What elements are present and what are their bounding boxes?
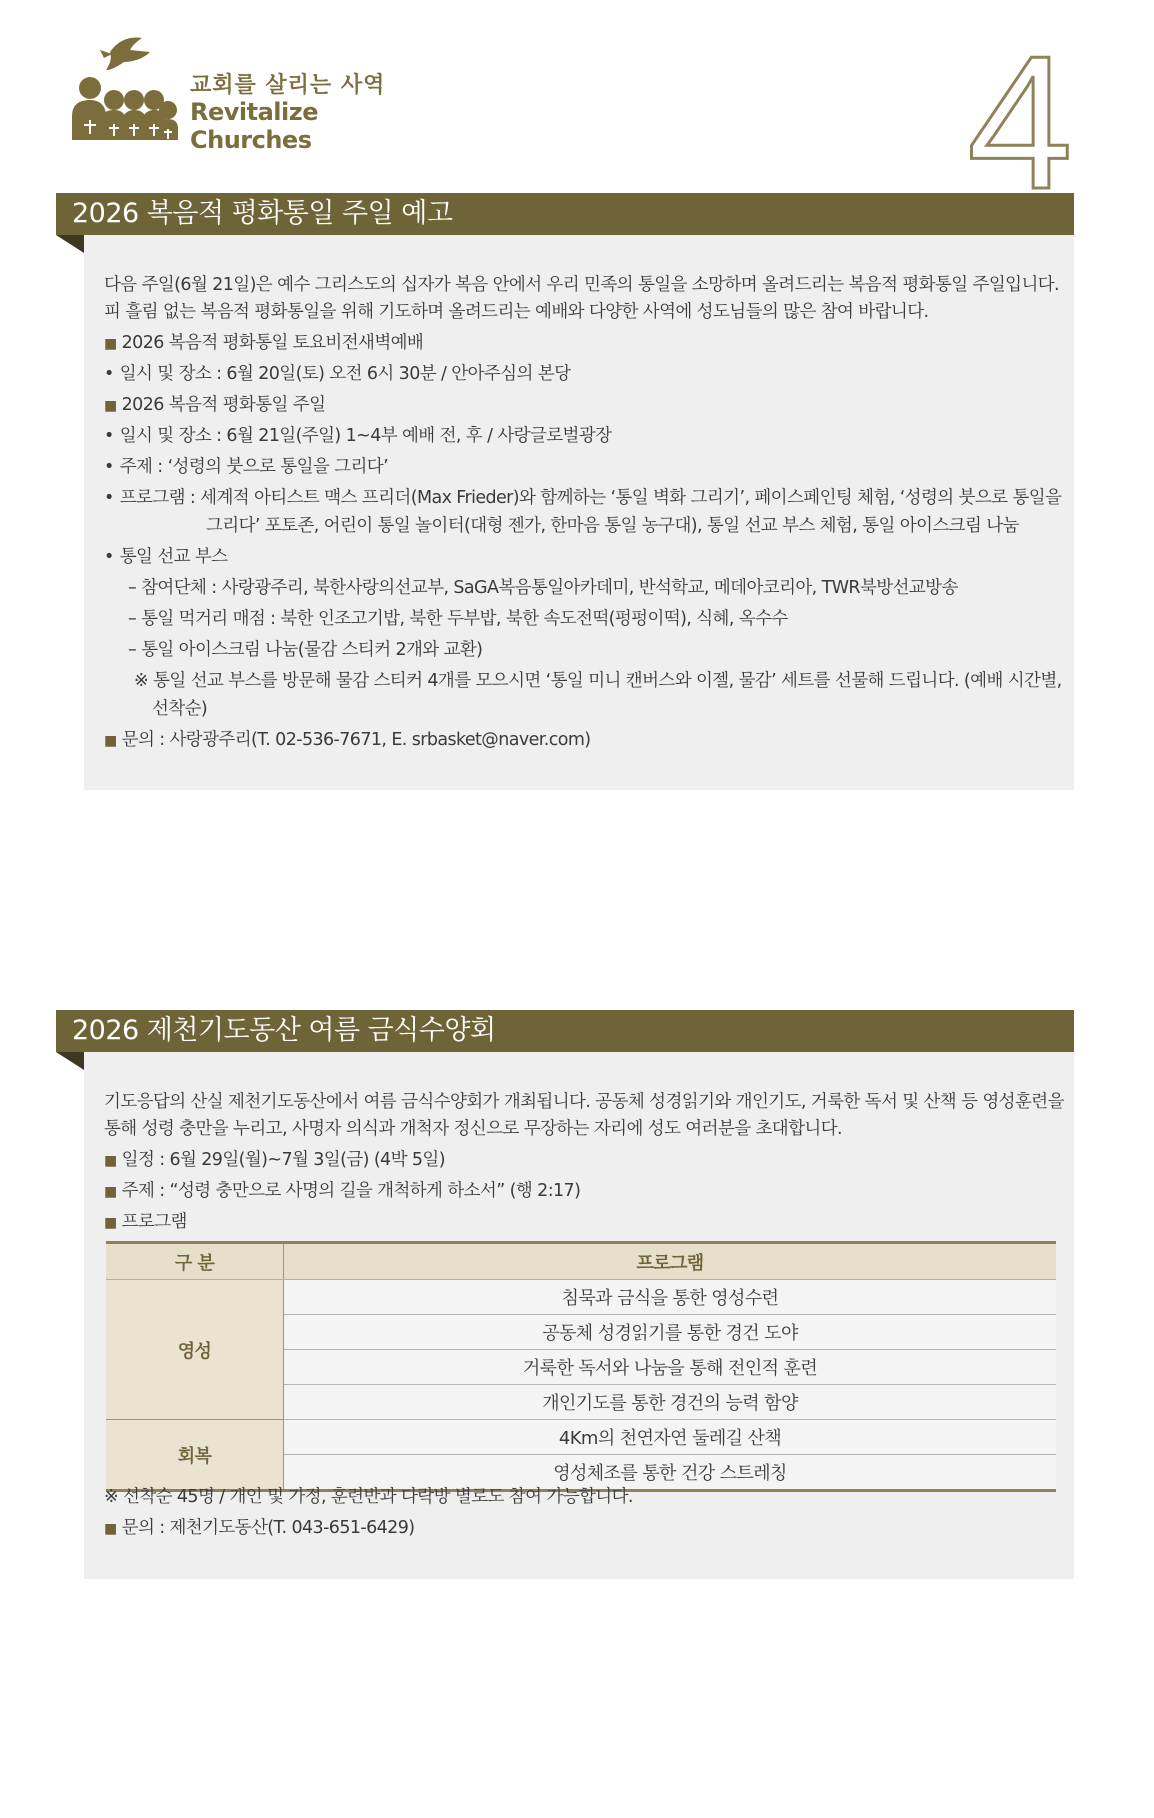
list-item: ■ 일정 : 6월 29일(월)~7월 3일(금) (4박 5일) <box>104 1150 445 1170</box>
square-bullet-icon: ■ <box>104 1184 117 1200</box>
table-header-row <box>106 1243 1056 1280</box>
list-item: • 통일 선교 부스 <box>104 547 228 567</box>
title-fold-decor <box>56 1052 84 1070</box>
list-item: • 일시 및 장소 : 6월 20일(토) 오전 6시 30분 / 안아주심의 본당 <box>104 364 571 384</box>
dot-bullet-icon: • <box>104 457 114 477</box>
sub-list-item: – 참여단체 : 사랑광주리, 북한사랑의선교부, SaGA복음통일아카데미, 반석학교, 메데아코리아, TWR북방선교방송 <box>128 578 958 598</box>
brand-title-en: Revitalize Churches <box>190 98 318 154</box>
contact-item: ■ 문의 : 제천기도동산(T. 043-651-6429) <box>104 1518 415 1538</box>
page-number-text: 4 <box>967 45 1073 193</box>
section2-intro: 통해 성령 충만을 누리고, 사명자 의식과 개척자 정신으로 무장하는 자리에 성도 여러분을 초대합니다. <box>104 1119 842 1139</box>
note-item: ※ 선착순 45명 / 개인 및 가정, 훈련반과 다락방 별로도 참여 가능합니다. <box>104 1487 633 1507</box>
list-item: • 프로그램 : 세계적 아티스트 맥스 프리더(Max Frieder)와 함께하는 ‘통일 벽화 그리기’, 페이스페인팅 체험, ‘성령의 붓으로 통일을 <box>104 488 1062 508</box>
dot-bullet-icon: • <box>104 364 114 384</box>
table-cell: 개인기도를 통한 경건의 능력 함양 <box>284 1385 1057 1420</box>
brand-header <box>70 30 430 154</box>
table-cell: 4Km의 천연자연 둘레길 산책 <box>284 1420 1057 1455</box>
contact-item: ■ 문의 : 사랑광주리(T. 02-536-7671, E. srbasket@naver.com) <box>104 730 591 750</box>
sub-list-item: – 통일 먹거리 매점 : 북한 인조고기밥, 북한 두부밥, 북한 속도전떡(펑펑이떡), 식혜, 옥수수 <box>128 609 788 629</box>
table-cell: 침묵과 금식을 통한 영성수련 <box>284 1280 1057 1315</box>
table-row <box>106 1280 1056 1315</box>
title-fold-decor <box>56 235 84 253</box>
list-item: ■ 프로그램 <box>104 1212 187 1232</box>
table-cell: 공동체 성경읽기를 통한 경건 도야 <box>284 1315 1057 1350</box>
table-category-cell: 회복 <box>106 1420 284 1491</box>
dot-bullet-icon: • <box>104 426 114 446</box>
church-people-dove-icon <box>70 30 185 140</box>
list-item: ■ 주제 : “성령 충만으로 사명의 길을 개척하게 하소서” (행 2:17) <box>104 1181 581 1201</box>
sub-list-item: – 통일 아이스크림 나눔(물감 스티커 2개와 교환) <box>128 640 483 660</box>
square-bullet-icon: ■ <box>104 1521 117 1537</box>
program-table <box>106 1241 1056 1492</box>
section2-intro: 기도응답의 산실 제천기도동산에서 여름 금식수양회가 개최됩니다. 공동체 성경읽기와 개인기도, 거룩한 독서 및 산책 등 영성훈련을 <box>104 1092 1064 1112</box>
table-header-program: 프로그램 <box>284 1243 1057 1280</box>
table-row <box>106 1420 1056 1455</box>
list-item-continued: 그리다’ 포토존, 어린이 통일 놀이터(대형 젠가, 한마음 통일 농구대), 통일 선교 부스 체험, 통일 아이스크림 나눔 <box>206 516 1019 536</box>
brand-title-ko: 교회를 살리는 사역 <box>190 73 386 98</box>
square-bullet-icon: ■ <box>104 398 117 414</box>
note-item: ※ 통일 선교 부스를 방문해 물감 스티커 4개를 모으시면 ‘통일 미니 캔버스와 이젤, 물감’ 세트를 선물해 드립니다. (예배 시간별, <box>134 671 1062 691</box>
list-item: • 일시 및 장소 : 6월 21일(주일) 1~4부 예배 전, 후 / 사랑글로벌광장 <box>104 426 612 446</box>
square-bullet-icon: ■ <box>104 1215 117 1231</box>
table-category-cell: 영성 <box>106 1280 284 1420</box>
section1-intro: 다음 주일(6월 21일)은 예수 그리스도의 십자가 복음 안에서 우리 민족의 통일을 소망하며 올려드리는 복음적 평화통일 주일입니다. <box>104 275 1060 295</box>
square-bullet-icon: ■ <box>104 733 117 749</box>
dot-bullet-icon: • <box>104 488 114 508</box>
table-cell: 거룩한 독서와 나눔을 통해 전인적 훈련 <box>284 1350 1057 1385</box>
section2-title: 2026 제천기도동산 여름 금식수양회 <box>56 1010 1074 1052</box>
note-item-continued: 선착순) <box>152 699 208 719</box>
list-item: ■ 2026 복음적 평화통일 주일 <box>104 395 326 415</box>
table-cell: 영성체조를 통한 건강 스트레칭 <box>284 1455 1057 1491</box>
list-item: ■ 2026 복음적 평화통일 토요비전새벽예배 <box>104 333 424 353</box>
section1-intro: 피 흘림 없는 복음적 평화통일을 위해 기도하며 올려드리는 예배와 다양한 사역에 성도님들의 많은 참여 바랍니다. <box>104 302 929 322</box>
list-item: • 주제 : ‘성령의 붓으로 통일을 그리다’ <box>104 457 389 477</box>
square-bullet-icon: ■ <box>104 1153 117 1169</box>
dot-bullet-icon: • <box>104 547 114 567</box>
table-header-category: 구 분 <box>106 1243 284 1280</box>
square-bullet-icon: ■ <box>104 336 117 352</box>
page-number <box>960 45 1080 193</box>
section1-title: 2026 복음적 평화통일 주일 예고 <box>56 193 1074 235</box>
